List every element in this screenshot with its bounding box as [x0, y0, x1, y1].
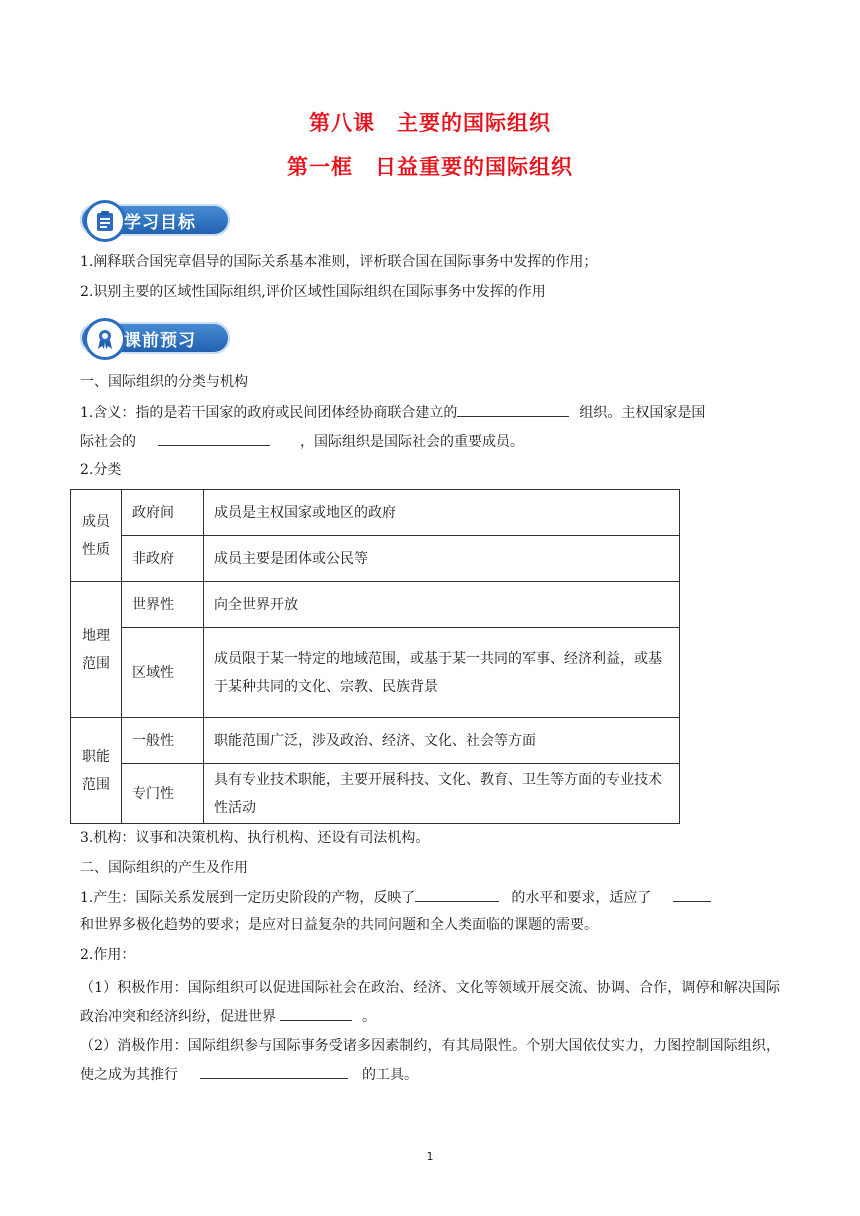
objectives-badge-label: 学习目标 — [124, 213, 196, 233]
page-number: 1 — [426, 1150, 434, 1163]
preview-badge-label: 课前预习 — [124, 331, 196, 351]
desc-cell: 向全世界开放 — [204, 582, 680, 628]
origin-text-b: 的水平和要求，适应了 — [511, 890, 652, 906]
origin-text-a: 1.产生：国际关系发展到一定历史阶段的产物，反映了 — [80, 890, 416, 906]
definition-text-c: 际社会的 — [80, 434, 136, 450]
group-label-functional-scope: 职能范围 — [71, 718, 122, 824]
blank-field[interactable] — [200, 1064, 348, 1079]
classification-heading: 2.分类 — [80, 462, 122, 478]
type-cell: 一般性 — [122, 718, 204, 764]
desc-cell: 成员限于某一特定的地域范围，或基于某一共同的军事、经济利益，或基于某种共同的文化、宗教、民族背景 — [204, 628, 680, 718]
group-label-geographic-scope: 地理范围 — [71, 582, 122, 718]
section1-heading: 一、国际组织的分类与机构 — [80, 374, 248, 390]
negative-role-paragraph — [80, 1032, 780, 1090]
negative-role-text: （2）消极作用：国际组织参与国际事务受诸多因素制约，有其局限性。个别大国依仗实力，力图控制国际组织，使之成为其推行 — [80, 1038, 780, 1083]
blank-field[interactable] — [158, 431, 270, 446]
definition-text-b: 组织。主权国家是国 — [579, 405, 706, 421]
clipboard-icon — [84, 200, 126, 242]
blank-field[interactable] — [457, 402, 569, 417]
type-cell: 世界性 — [122, 582, 204, 628]
definition-text-a: 1.含义：指的是若干国家的政府或民间团体经协商联合建立的 — [80, 405, 458, 421]
objective-2: 2.识别主要的区域性国际组织,评价区域性国际组织在国际事务中发挥的作用 — [80, 284, 546, 300]
definition-text-d: ，国际组织是国际社会的重要成员。 — [300, 434, 524, 450]
origin-line-2: 和世界多极化趋势的要求；是应对日益复杂的共同问题和全人类面临的课题的需要。 — [80, 917, 598, 933]
positive-role-end: 。 — [362, 1009, 376, 1025]
definition-line-2 — [80, 431, 780, 452]
desc-cell: 具有专业技术职能，主要开展科技、文化、教育、卫生等方面的专业技术性活动 — [204, 764, 680, 824]
positive-role-paragraph — [80, 974, 780, 1032]
definition-line-1 — [80, 402, 780, 423]
group-label-member-nature: 成员性质 — [71, 490, 122, 582]
blank-field[interactable] — [415, 887, 499, 902]
lesson-title: 第八课 主要的国际组织 — [309, 111, 551, 135]
institutions-line: 3.机构：议事和决策机构、执行机构、还设有司法机构。 — [80, 830, 430, 846]
type-cell: 专门性 — [122, 764, 204, 824]
objective-1: 1.阐释联合国宪章倡导的国际关系基本准则，评析联合国在国际事务中发挥的作用； — [80, 254, 598, 270]
origin-line-1 — [80, 887, 780, 908]
type-cell: 区域性 — [122, 628, 204, 718]
desc-cell: 成员主要是团体或公民等 — [204, 536, 680, 582]
section-title: 第一框 日益重要的国际组织 — [287, 155, 573, 179]
type-cell: 政府间 — [122, 490, 204, 536]
desc-cell: 职能范围广泛，涉及政治、经济、文化、社会等方面 — [204, 718, 680, 764]
desc-cell: 成员是主权国家或地区的政府 — [204, 490, 680, 536]
blank-field[interactable] — [673, 887, 711, 902]
type-cell: 非政府 — [122, 536, 204, 582]
blank-field[interactable] — [280, 1006, 352, 1021]
classification-table — [70, 489, 680, 824]
role-heading: 2.作用： — [80, 947, 136, 963]
section2-heading: 二、国际组织的产生及作用 — [80, 860, 248, 876]
award-ribbon-icon — [84, 318, 126, 360]
negative-role-end: 的工具。 — [362, 1067, 418, 1083]
positive-role-text: （1）积极作用：国际组织可以促进国际社会在政治、经济、文化等领域开展交流、协调、合作，调停和解决国际政治冲突和经济纠纷，促进世界 — [80, 980, 780, 1025]
